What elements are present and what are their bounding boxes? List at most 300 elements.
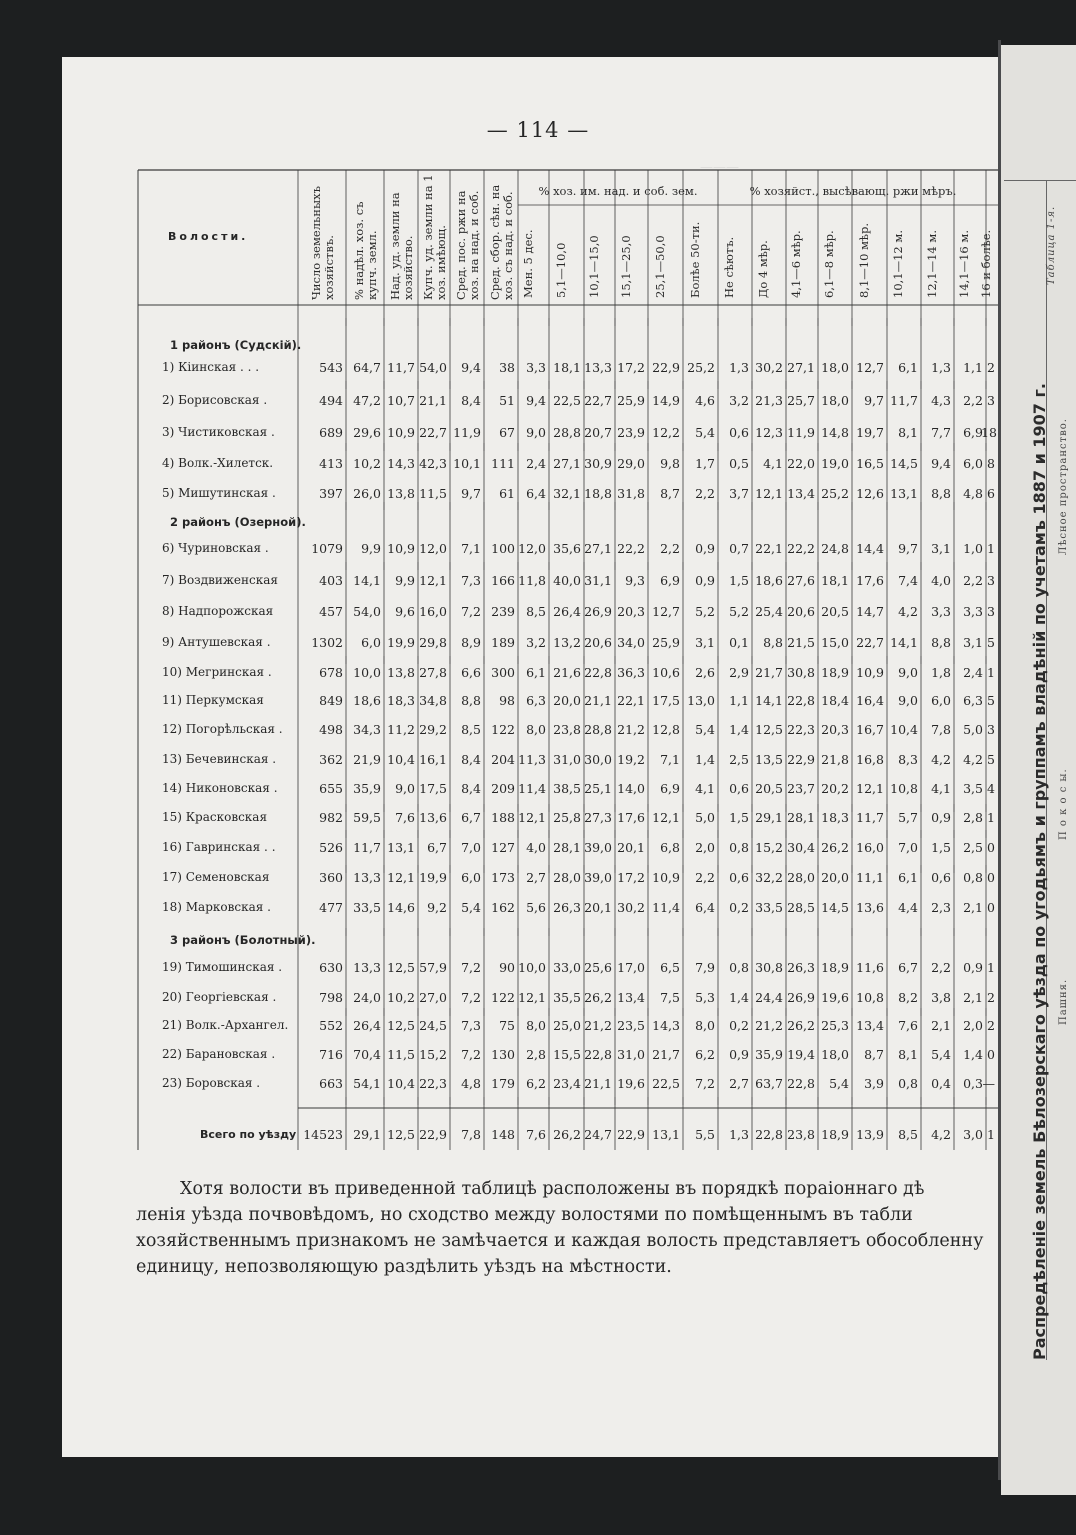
table-cell: 36,3 xyxy=(617,665,645,680)
table-cell: 122 xyxy=(491,722,515,737)
table-cell: 16,1 xyxy=(419,752,447,767)
table-cell: 5,4 xyxy=(461,900,481,915)
table-cell: 1,4 xyxy=(729,990,749,1005)
table-cell: 33,5 xyxy=(353,900,381,915)
table-cell: 16,4 xyxy=(856,693,884,708)
total-cell: 7,6 xyxy=(526,1127,546,1142)
table-cell: 23,5 xyxy=(617,1018,645,1033)
table-cell: 25,4 xyxy=(755,604,783,619)
table-cell: 22,8 xyxy=(584,1047,612,1062)
table-cell: 5,2 xyxy=(729,604,749,619)
table-cell: 3,2 xyxy=(729,393,749,408)
volost-name: 14) Никоновская . xyxy=(162,781,278,795)
volost-name: 22) Барановская . xyxy=(162,1047,276,1061)
table-cell: 28,5 xyxy=(787,900,815,915)
table-cell: 24,4 xyxy=(755,990,783,1005)
total-cell: 22,9 xyxy=(617,1127,645,1142)
table-cell: 12,2 xyxy=(652,425,680,440)
table-cell: 11,2 xyxy=(387,722,415,737)
column-header-text: 15,1—25,0 xyxy=(618,235,633,298)
table-cell: 6,5 xyxy=(660,960,680,975)
table-cell: 17,0 xyxy=(617,960,645,975)
table-cell: 9,9 xyxy=(395,573,415,588)
table-cell: 21,3 xyxy=(755,393,783,408)
table-cell: 1,5 xyxy=(729,810,749,825)
column-header-text: Число земельныхъ хозяйствъ. xyxy=(309,186,336,300)
total-cell: 29,1 xyxy=(353,1127,381,1142)
column-header-text: 12,1—14 м. xyxy=(924,230,939,298)
total-cell: 13,9 xyxy=(856,1127,884,1142)
table-cell: 20,6 xyxy=(787,604,815,619)
table-cell: 4,2 xyxy=(898,604,918,619)
table-cell: 4,3 xyxy=(931,393,951,408)
table-cell: 22,7 xyxy=(584,393,612,408)
table-cell: 3 xyxy=(987,393,995,408)
table-cell: 4,1 xyxy=(695,781,715,796)
table-cell: 397 xyxy=(319,486,343,501)
table-cell: 8,8 xyxy=(763,635,783,650)
table-cell: 28,1 xyxy=(787,810,815,825)
table-cell: 3,5 xyxy=(963,781,983,796)
table-cell: 14,6 xyxy=(387,900,415,915)
table-cell: 7,6 xyxy=(395,810,415,825)
table-cell: 11,7 xyxy=(353,840,381,855)
table-cell: 18,0 xyxy=(821,360,849,375)
table-cell: 13,6 xyxy=(419,810,447,825)
table-cell: 9,7 xyxy=(461,486,481,501)
table-cell: 204 xyxy=(491,752,515,767)
column-header-text: 8,1—10 мѣр. xyxy=(856,223,871,298)
table-cell: 16,7 xyxy=(856,722,884,737)
table-cell: 18,9 xyxy=(821,960,849,975)
table-cell: 18,0 xyxy=(821,1047,849,1062)
table-cell: 7,2 xyxy=(461,960,481,975)
table-cell: 24,8 xyxy=(821,541,849,556)
table-cell: 7,3 xyxy=(461,573,481,588)
table-cell: 2 xyxy=(987,360,995,375)
table-cell: 1,7 xyxy=(695,456,715,471)
table-cell: 17,2 xyxy=(617,360,645,375)
table-cell: 9,4 xyxy=(526,393,546,408)
table-cell: 59,5 xyxy=(353,810,381,825)
table-cell: 22,1 xyxy=(755,541,783,556)
table-cell: 30,2 xyxy=(617,900,645,915)
body-paragraph xyxy=(136,1176,988,1280)
table-cell: 22,0 xyxy=(787,456,815,471)
table-row xyxy=(0,722,1000,742)
table-cell: 26,9 xyxy=(787,990,815,1005)
table-cell: 3,3 xyxy=(526,360,546,375)
table-cell: 9,4 xyxy=(931,456,951,471)
table-cell: 64,7 xyxy=(353,360,381,375)
table-cell: 29,2 xyxy=(419,722,447,737)
table-cell: 22,2 xyxy=(617,541,645,556)
volost-name: 16) Гавринская . . xyxy=(162,840,276,854)
volost-name: 15) Красковская xyxy=(162,810,268,824)
table-cell: 10,2 xyxy=(387,990,415,1005)
table-cell: 35,6 xyxy=(553,541,581,556)
table-cell: 9,2 xyxy=(427,900,447,915)
table-cell: 25,0 xyxy=(553,1018,581,1033)
column-header-text: Мен. 5 дес. xyxy=(520,229,535,298)
table-cell: 0,2 xyxy=(729,900,749,915)
table-cell: 0,3 xyxy=(963,1076,983,1091)
table-cell: 6,0 xyxy=(361,635,381,650)
table-cell: 51 xyxy=(499,393,515,408)
volost-name: 2) Борисовская . xyxy=(162,393,268,407)
table-cell: 22,7 xyxy=(856,635,884,650)
table-cell: 12,1 xyxy=(755,486,783,501)
table-cell: 23,7 xyxy=(787,781,815,796)
table-cell: 6,0 xyxy=(963,456,983,471)
table-cell: 7,3 xyxy=(461,1018,481,1033)
table-cell: 33,5 xyxy=(755,900,783,915)
table-cell: 0,9 xyxy=(963,960,983,975)
table-cell: 6,3 xyxy=(963,693,983,708)
table-row xyxy=(0,960,1000,980)
table-cell: 1,5 xyxy=(729,573,749,588)
table-cell: 63,7 xyxy=(755,1076,783,1091)
table-cell: 31,0 xyxy=(617,1047,645,1062)
table-cell: 22,8 xyxy=(787,693,815,708)
table-cell: 8,2 xyxy=(898,990,918,1005)
table-cell: 18,3 xyxy=(821,810,849,825)
table-cell: 360 xyxy=(319,870,343,885)
table-cell: 22,3 xyxy=(419,1076,447,1091)
table-cell: 25,9 xyxy=(652,635,680,650)
table-cell: 0,6 xyxy=(931,870,951,885)
table-row xyxy=(0,1018,1000,1038)
table-cell: 166 xyxy=(491,573,515,588)
table-cell: 2,8 xyxy=(963,810,983,825)
table-cell: 12,5 xyxy=(387,1018,415,1033)
table-cell: 17,5 xyxy=(419,781,447,796)
table-cell: 20,1 xyxy=(584,900,612,915)
table-cell: 20,3 xyxy=(617,604,645,619)
table-cell: 15,0 xyxy=(821,635,849,650)
table-cell: 14,1 xyxy=(890,635,918,650)
table-cell: 11,9 xyxy=(453,425,481,440)
table-row xyxy=(0,541,1000,561)
district-3-label: 3 районъ (Болотный). xyxy=(170,933,316,947)
table-cell: 8,4 xyxy=(461,781,481,796)
table-cell: 34,0 xyxy=(617,635,645,650)
table-cell: 14,4 xyxy=(856,541,884,556)
table-cell: 6,0 xyxy=(931,693,951,708)
table-cell: 21,2 xyxy=(755,1018,783,1033)
table-cell: 25,2 xyxy=(687,360,715,375)
table-cell: 12,1 xyxy=(518,810,546,825)
table-cell: 21,5 xyxy=(787,635,815,650)
table-cell: 20,2 xyxy=(821,781,849,796)
volost-name: 10) Мегринская . xyxy=(162,665,272,679)
table-cell: 457 xyxy=(319,604,343,619)
table-cell: 12,1 xyxy=(652,810,680,825)
table-cell: 6,2 xyxy=(526,1076,546,1091)
table-cell: 14,5 xyxy=(890,456,918,471)
table-cell: 4 xyxy=(987,781,995,796)
table-cell: 9,0 xyxy=(526,425,546,440)
table-cell: 21,7 xyxy=(652,1047,680,1062)
table-cell: 12,0 xyxy=(419,541,447,556)
volost-name: 20) Георгіевская . xyxy=(162,990,277,1004)
table-cell: 29,6 xyxy=(353,425,381,440)
table-cell: 8,3 xyxy=(898,752,918,767)
table-cell: 0,9 xyxy=(695,573,715,588)
table-row xyxy=(0,693,1000,713)
table-row xyxy=(0,456,1000,476)
table-cell: 33,0 xyxy=(553,960,581,975)
volost-name: 1) Кіинская . . . xyxy=(162,360,260,374)
table-cell: 30,2 xyxy=(755,360,783,375)
table-cell: 3 xyxy=(987,722,995,737)
table-cell: 2,2 xyxy=(695,870,715,885)
table-cell: 3,3 xyxy=(963,604,983,619)
column-header-text: 14,1—16 м. xyxy=(957,230,971,298)
table-cell: 10,4 xyxy=(387,1076,415,1091)
table-cell: 6,4 xyxy=(526,486,546,501)
table-cell: 17,6 xyxy=(856,573,884,588)
table-cell: 7,0 xyxy=(461,840,481,855)
table-cell: 7,2 xyxy=(461,604,481,619)
group-header-land: % хоз. им. над. и соб. зем. xyxy=(538,184,698,198)
table-cell: 11,4 xyxy=(518,781,546,796)
table-cell: 1,3 xyxy=(931,360,951,375)
table-cell: 13,8 xyxy=(387,486,415,501)
table-cell: 6,2 xyxy=(695,1047,715,1062)
table-cell: 7,1 xyxy=(461,541,481,556)
table-cell: 0,7 xyxy=(729,541,749,556)
total-cell: 7,8 xyxy=(461,1127,481,1142)
total-cell: 8,5 xyxy=(898,1127,918,1142)
table-cell: 29,8 xyxy=(419,635,447,650)
table-cell: 26,0 xyxy=(353,486,381,501)
table-cell: 6,7 xyxy=(898,960,918,975)
table-cell: 0,1 xyxy=(729,635,749,650)
table-cell: 13,3 xyxy=(353,960,381,975)
table-cell: 188 xyxy=(491,810,515,825)
table-cell: 8,8 xyxy=(931,635,951,650)
table-cell: 7,2 xyxy=(461,1047,481,1062)
table-cell: 28,8 xyxy=(553,425,581,440)
table-cell: 1302 xyxy=(311,635,343,650)
table-cell: 4,2 xyxy=(963,752,983,767)
table-cell: 15,2 xyxy=(419,1047,447,1062)
table-cell: 11,4 xyxy=(652,900,680,915)
table-cell: 8,8 xyxy=(461,693,481,708)
table-cell: 40,0 xyxy=(553,573,581,588)
table-cell: 10,8 xyxy=(856,990,884,1005)
volost-name: 13) Бечевинская . xyxy=(162,752,277,766)
table-cell: 20,6 xyxy=(584,635,612,650)
table-cell: 2,0 xyxy=(695,840,715,855)
table-cell: 4,8 xyxy=(963,486,983,501)
table-cell: 18,3 xyxy=(387,693,415,708)
table-cell: 19,6 xyxy=(821,990,849,1005)
total-cell: 24,7 xyxy=(584,1127,612,1142)
table-cell: 25,7 xyxy=(787,393,815,408)
column-header-text: Сред. сбор. сѣн. на хоз. съ над. и соб. xyxy=(488,184,515,300)
table-cell: 4,1 xyxy=(931,781,951,796)
table-cell: 30,4 xyxy=(787,840,815,855)
table-cell: 18,8 xyxy=(584,486,612,501)
table-cell: 67 xyxy=(499,425,515,440)
table-row xyxy=(0,1076,1000,1096)
table-cell: 4,2 xyxy=(931,752,951,767)
total-cell: 14523 xyxy=(303,1127,343,1142)
table-cell: 3,1 xyxy=(963,635,983,650)
facing-forest-label-text: Лѣсное пространство. xyxy=(1058,418,1069,555)
table-cell: 13,1 xyxy=(890,486,918,501)
table-cell: 14,5 xyxy=(821,900,849,915)
table-cell: 122 xyxy=(491,990,515,1005)
table-cell: 10,6 xyxy=(652,665,680,680)
table-cell: 14,3 xyxy=(387,456,415,471)
table-cell: 42,3 xyxy=(419,456,447,471)
table-cell: 13,4 xyxy=(856,1018,884,1033)
table-cell: 12,1 xyxy=(387,870,415,885)
table-cell: 22,3 xyxy=(787,722,815,737)
table-cell: 18,9 xyxy=(821,665,849,680)
table-cell: 12,1 xyxy=(419,573,447,588)
table-cell: 8,7 xyxy=(660,486,680,501)
table-cell: 21,2 xyxy=(617,722,645,737)
table-cell: 0,8 xyxy=(729,840,749,855)
table-cell: 28,0 xyxy=(787,870,815,885)
table-cell: 2,1 xyxy=(963,990,983,1005)
table-cell: 30,9 xyxy=(584,456,612,471)
table-cell: 12,3 xyxy=(755,425,783,440)
table-cell: 90 xyxy=(499,960,515,975)
table-cell: 2,2 xyxy=(963,573,983,588)
column-header-text: 25,1—50,0 xyxy=(652,235,667,298)
table-cell: 0,5 xyxy=(729,456,749,471)
table-cell: 25,9 xyxy=(617,393,645,408)
table-cell: 54,0 xyxy=(353,604,381,619)
table-cell: 526 xyxy=(319,840,343,855)
volost-name: 12) Погорѣльская . xyxy=(162,722,283,736)
table-cell: 798 xyxy=(319,990,343,1005)
table-cell: 4,0 xyxy=(526,840,546,855)
table-cell: 14,1 xyxy=(755,693,783,708)
table-cell: 12,6 xyxy=(856,486,884,501)
table-cell: 663 xyxy=(319,1076,343,1091)
table-cell: 8,4 xyxy=(461,393,481,408)
table-cell: 98 xyxy=(499,693,515,708)
table-cell: 24,0 xyxy=(353,990,381,1005)
table-cell: 716 xyxy=(319,1047,343,1062)
table-cell: 6,9 xyxy=(963,425,983,440)
table-cell: 13,3 xyxy=(584,360,612,375)
table-cell: 1,1 xyxy=(963,360,983,375)
table-cell: 13,6 xyxy=(856,900,884,915)
table-cell: 7,5 xyxy=(660,990,680,1005)
table-cell: 4,4 xyxy=(898,900,918,915)
table-cell: 26,3 xyxy=(553,900,581,915)
table-cell: 11,1 xyxy=(856,870,884,885)
table-cell: 16,8 xyxy=(856,752,884,767)
volost-name: 18) Марковская . xyxy=(162,900,271,914)
table-cell: 100 xyxy=(491,541,515,556)
table-cell: 27,6 xyxy=(787,573,815,588)
paragraph-line: хозяйственнымъ признакомъ не замѣчается и каждая волость представляетъ обособленну xyxy=(136,1231,984,1251)
total-cell: 148 xyxy=(491,1127,515,1142)
table-cell: 21,2 xyxy=(584,1018,612,1033)
facing-hay-label-text: П о к о с ы. xyxy=(1058,768,1069,840)
table-cell: 11,7 xyxy=(387,360,415,375)
table-cell: 19,0 xyxy=(821,456,849,471)
table-cell: 2,1 xyxy=(931,1018,951,1033)
table-cell: 3,3 xyxy=(931,604,951,619)
table-row xyxy=(0,573,1000,593)
table-cell: 9,7 xyxy=(898,541,918,556)
table-cell: 10,9 xyxy=(387,541,415,556)
column-header-text: Не сѣютъ. xyxy=(722,236,736,298)
table-cell: 8,8 xyxy=(931,486,951,501)
table-cell: 27,0 xyxy=(419,990,447,1005)
table-cell: 7,4 xyxy=(898,573,918,588)
table-cell: 39,0 xyxy=(584,840,612,855)
table-cell: 54,0 xyxy=(419,360,447,375)
table-cell: 14,9 xyxy=(652,393,680,408)
table-cell: 21,9 xyxy=(353,752,381,767)
facing-table-number-text: Таблица 1-я. xyxy=(1046,205,1057,285)
paragraph-line: Хотя волости въ приведенной таблицѣ расположены въ порядкѣ пораіоннаго дѣ xyxy=(180,1179,925,1199)
table-cell: 1 xyxy=(987,810,995,825)
table-cell: 12,7 xyxy=(856,360,884,375)
table-cell: 35,9 xyxy=(353,781,381,796)
table-cell: 14,8 xyxy=(821,425,849,440)
table-cell: 300 xyxy=(491,665,515,680)
table-cell: 1,5 xyxy=(931,840,951,855)
table-cell: 29,1 xyxy=(755,810,783,825)
table-cell: 982 xyxy=(319,810,343,825)
table-cell: 19,4 xyxy=(787,1047,815,1062)
table-cell: 3,7 xyxy=(729,486,749,501)
table-cell: 0 xyxy=(987,900,995,915)
total-cell: 1 xyxy=(987,1127,995,1142)
table-cell: 2,4 xyxy=(963,665,983,680)
table-cell: 1,1 xyxy=(729,693,749,708)
table-cell: 1,0 xyxy=(963,541,983,556)
table-cell: — xyxy=(982,1076,995,1091)
table-cell: 26,2 xyxy=(787,1018,815,1033)
table-cell: 18,1 xyxy=(553,360,581,375)
table-cell: 11,8 xyxy=(518,573,546,588)
table-cell: 12,5 xyxy=(387,960,415,975)
volost-name: 5) Мишутинская . xyxy=(162,486,276,500)
table-cell: 0,9 xyxy=(729,1047,749,1062)
table-cell: 6,7 xyxy=(461,810,481,825)
table-cell: 15,5 xyxy=(553,1047,581,1062)
table-cell: 13,1 xyxy=(387,840,415,855)
table-cell: 35,9 xyxy=(755,1047,783,1062)
table-cell: 26,4 xyxy=(553,604,581,619)
table-cell: 9,4 xyxy=(461,360,481,375)
table-cell: 127 xyxy=(491,840,515,855)
table-cell: 9,6 xyxy=(395,604,415,619)
table-cell: 2,3 xyxy=(931,900,951,915)
table-cell: 7,6 xyxy=(898,1018,918,1033)
table-cell: 10,9 xyxy=(387,425,415,440)
table-cell: 13,2 xyxy=(553,635,581,650)
table-cell: 2,0 xyxy=(963,1018,983,1033)
table-cell: 13,3 xyxy=(353,870,381,885)
table-cell: 11,7 xyxy=(856,810,884,825)
table-cell: 20,1 xyxy=(617,840,645,855)
column-header-text: До 4 мѣр. xyxy=(756,240,770,298)
table-cell: 4,1 xyxy=(763,456,783,471)
